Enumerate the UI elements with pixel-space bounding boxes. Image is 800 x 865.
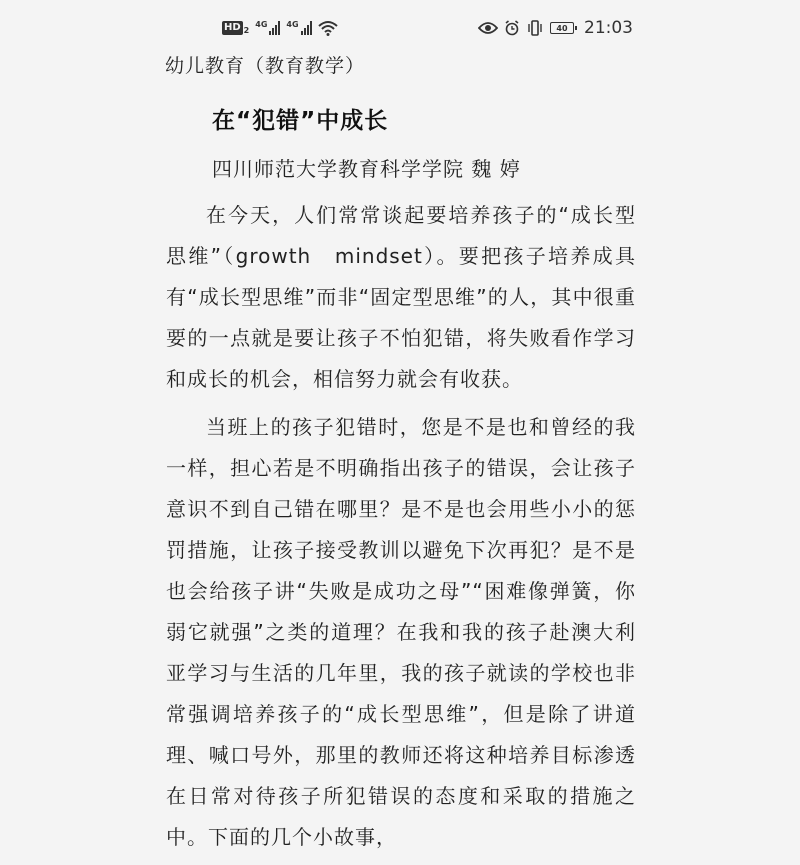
section-header: 幼儿教育（教育教学） [165,55,366,77]
clock: 21:03 [584,18,633,38]
signal-icon [255,21,280,35]
hd-sub: 2 [243,26,250,35]
paragraph: 当班上的孩子犯错时，您是不是也和曾经的我一样，担心若是不明确指出孩子的错误，会让孩子意识不到自己错在哪里？是不是也会用些小小的惩罚措施，让孩子接受教训以避免下次再犯？是不是也会给孩子讲“失败是成功之母”“困难像弹簧，你弱它就强”之类的道理？在我和我的孩子赴澳大利亚学习与生活的几年里，我的孩子就读的学校也非常强调培养孩子的“成长型思维”，但是除了讲道理、喊口号外，那里的教师还将这种培养目标渗透在日常对待孩子所犯错误的态度和采取的措施之中。下面的几个小故事， [166,415,636,849]
paragraph: 在今天，人们常常谈起要培养孩子的“成长型思维”（growth mindset）。要把孩子培养成具有“成长型思维”而非“固定型思维”的人，其中很重要的一点就是要让孩子不怕犯错，将失败看作学习和成长的机会，相信努力就会有收获。 [166,203,636,391]
status-bar [0,0,800,52]
article-body [166,195,636,865]
signal-icon-2 [286,21,311,35]
hd-badge: HD [224,22,241,33]
article-author: 四川师范大学教育科学学院 魏 婷 [212,157,521,181]
article-title: 在“犯错”中成长 [212,108,389,134]
status-right [478,16,633,40]
vibrate-icon [526,20,544,36]
hd-voice-icon [222,21,249,35]
net1-label: 4G [255,20,268,29]
wifi-icon [318,20,338,36]
status-left [222,16,338,40]
battery-level: 40 [556,23,568,33]
alarm-icon [504,20,520,36]
eye-icon [478,21,498,35]
net2-label: 4G [286,20,299,29]
battery-icon [550,22,574,34]
